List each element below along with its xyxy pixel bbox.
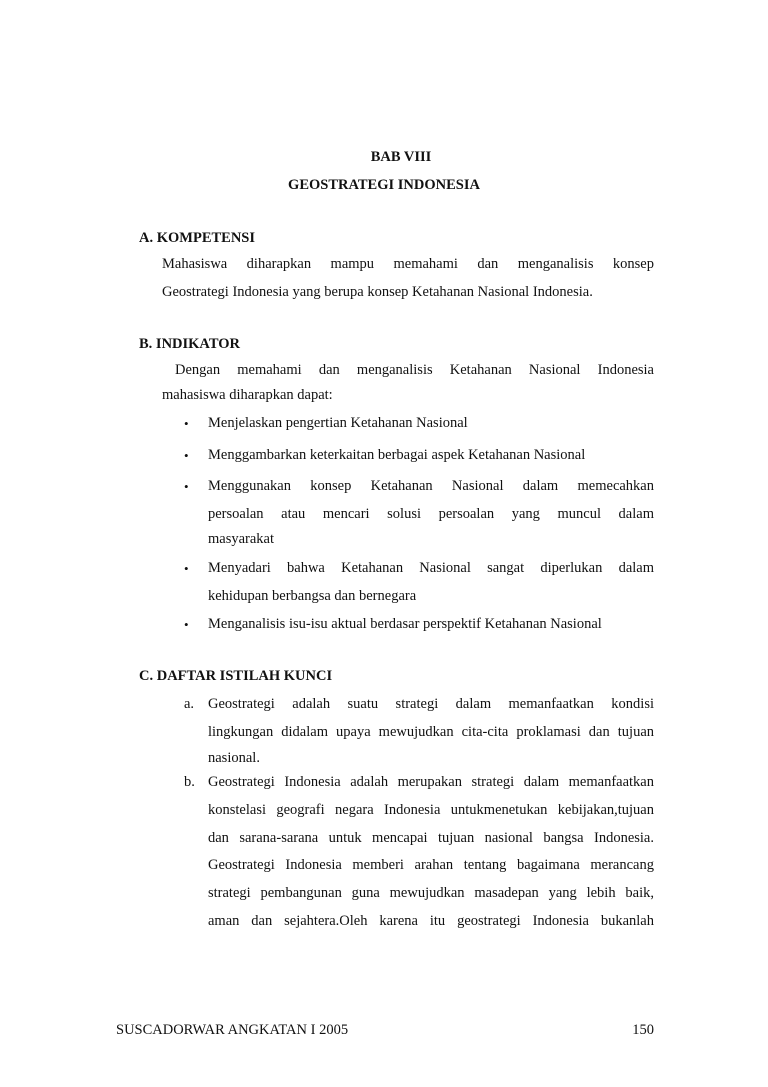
item-a-line-1: Geostrategi adalah suatu strategi dalam memanfaatkan kondisi bbox=[208, 696, 654, 712]
bullet-marker: • bbox=[184, 448, 189, 463]
list-marker-a: a. bbox=[184, 696, 195, 712]
bullet-item-4-line-2: kehidupan berbangsa dan bernegara bbox=[208, 588, 417, 604]
bullet-marker: • bbox=[184, 561, 189, 576]
bullet-item-4-line-1: Menyadari bahwa Ketahanan Nasional sangat diperlukan dalam bbox=[208, 560, 654, 576]
chapter-number: BAB VIII bbox=[370, 149, 432, 165]
item-b-line-4: Geostrategi Indonesia memberi arahan tentang bagaimana merancang bbox=[208, 857, 654, 873]
page-number: 150 bbox=[632, 1022, 654, 1038]
bullet-item-5: Menganalisis isu-isu aktual berdasar perspektif Ketahanan Nasional bbox=[208, 616, 602, 632]
section-b-heading: B. INDIKATOR bbox=[139, 336, 240, 352]
item-b-line-2: konstelasi geografi negara Indonesia untukmenetukan kebijakan,tujuan bbox=[208, 802, 654, 818]
bullet-item-2: Menggambarkan keterkaitan berbagai aspek Ketahanan Nasional bbox=[208, 447, 586, 463]
bullet-item-1: Menjelaskan pengertian Ketahanan Nasional bbox=[208, 415, 468, 431]
section-a-heading: A. KOMPETENSI bbox=[139, 230, 256, 246]
item-a-line-3: nasional. bbox=[208, 750, 260, 766]
bullet-item-3-line-2: persoalan atau mencari solusi persoalan yang muncul dalam bbox=[208, 506, 654, 522]
footer-left: SUSCADORWAR ANGKATAN I 2005 bbox=[116, 1022, 349, 1038]
bullet-marker: • bbox=[184, 617, 189, 632]
section-a-line-2: Geostrategi Indonesia yang berupa konsep Ketahanan Nasional Indonesia. bbox=[162, 284, 593, 300]
bullet-marker: • bbox=[184, 479, 189, 494]
item-b-line-6: aman dan sejahtera.Oleh karena itu geostrategi Indonesia bukanlah bbox=[208, 913, 654, 929]
item-b-line-5: strategi pembangunan guna mewujudkan masadepan yang lebih baik, bbox=[208, 885, 654, 901]
bullet-item-3-line-3: masyarakat bbox=[208, 531, 275, 547]
item-b-line-3: dan sarana-sarana untuk mencapai tujuan nasional bangsa Indonesia. bbox=[208, 830, 654, 846]
item-a-line-2: lingkungan didalam upaya mewujudkan cita-cita proklamasi dan tujuan bbox=[208, 724, 654, 740]
item-b-line-1: Geostrategi Indonesia adalah merupakan strategi dalam memanfaatkan bbox=[208, 774, 654, 790]
section-c-heading: C. DAFTAR ISTILAH KUNCI bbox=[139, 668, 333, 684]
section-b-intro-line-1: Dengan memahami dan menganalisis Ketahanan Nasional Indonesia bbox=[175, 362, 654, 378]
section-b-intro-line-2: mahasiswa diharapkan dapat: bbox=[162, 387, 333, 403]
bullet-item-3-line-1: Menggunakan konsep Ketahanan Nasional dalam memecahkan bbox=[208, 478, 654, 494]
list-marker-b: b. bbox=[184, 774, 195, 790]
bullet-marker: • bbox=[184, 416, 189, 431]
chapter-title: GEOSTRATEGI INDONESIA bbox=[288, 177, 480, 193]
section-a-line-1: Mahasiswa diharapkan mampu memahami dan menganalisis konsep bbox=[162, 256, 654, 272]
